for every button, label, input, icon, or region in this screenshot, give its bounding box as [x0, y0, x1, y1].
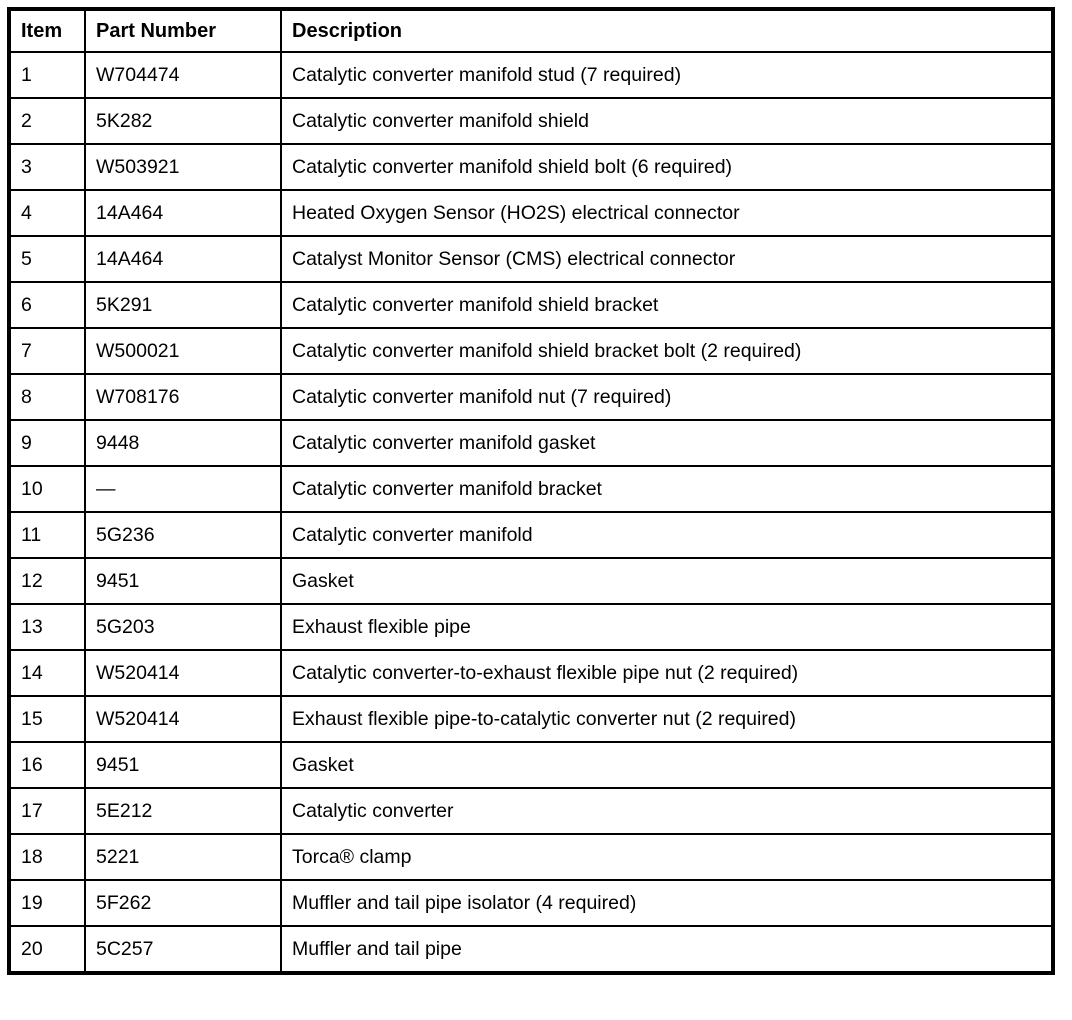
part-number-cell: W704474 [85, 52, 281, 98]
item-cell: 2 [9, 98, 85, 144]
item-cell: 8 [9, 374, 85, 420]
table-row [9, 144, 1053, 190]
table-row [9, 880, 1053, 926]
description-cell: Catalytic converter manifold stud (7 required) [281, 52, 1053, 98]
part-number-cell: W708176 [85, 374, 281, 420]
item-cell: 4 [9, 190, 85, 236]
description-cell: Muffler and tail pipe [281, 926, 1053, 973]
part-number-cell: 14A464 [85, 190, 281, 236]
description-cell: Catalytic converter manifold gasket [281, 420, 1053, 466]
item-cell: 14 [9, 650, 85, 696]
description-cell: Catalyst Monitor Sensor (CMS) electrical connector [281, 236, 1053, 282]
part-number-cell: 5E212 [85, 788, 281, 834]
description-cell: Torca® clamp [281, 834, 1053, 880]
table-row [9, 466, 1053, 512]
description-cell: Catalytic converter-to-exhaust flexible pipe nut (2 required) [281, 650, 1053, 696]
part-number-cell: W520414 [85, 696, 281, 742]
part-number-cell: — [85, 466, 281, 512]
description-cell: Muffler and tail pipe isolator (4 required) [281, 880, 1053, 926]
table-row [9, 52, 1053, 98]
part-number-cell: W520414 [85, 650, 281, 696]
item-cell: 19 [9, 880, 85, 926]
table-row [9, 834, 1053, 880]
header-description: Description [281, 9, 1053, 52]
table-row [9, 282, 1053, 328]
item-cell: 17 [9, 788, 85, 834]
parts-table-body [9, 52, 1053, 973]
table-row [9, 696, 1053, 742]
item-cell: 5 [9, 236, 85, 282]
table-row [9, 742, 1053, 788]
description-cell: Catalytic converter manifold shield [281, 98, 1053, 144]
part-number-cell: 14A464 [85, 236, 281, 282]
table-header [9, 9, 1053, 52]
table-row [9, 926, 1053, 973]
item-cell: 3 [9, 144, 85, 190]
table-row [9, 512, 1053, 558]
description-cell: Catalytic converter manifold shield bolt (6 required) [281, 144, 1053, 190]
table-row [9, 420, 1053, 466]
description-cell: Catalytic converter manifold shield bracket [281, 282, 1053, 328]
table-row [9, 604, 1053, 650]
item-cell: 6 [9, 282, 85, 328]
description-cell: Catalytic converter [281, 788, 1053, 834]
part-number-cell: W500021 [85, 328, 281, 374]
description-cell: Catalytic converter manifold shield bracket bolt (2 required) [281, 328, 1053, 374]
part-number-cell: 5K291 [85, 282, 281, 328]
table-row [9, 650, 1053, 696]
part-number-cell: 9451 [85, 742, 281, 788]
part-number-cell: 5G203 [85, 604, 281, 650]
part-number-cell: W503921 [85, 144, 281, 190]
part-number-cell: 5221 [85, 834, 281, 880]
table-row [9, 98, 1053, 144]
table-row [9, 788, 1053, 834]
description-cell: Exhaust flexible pipe [281, 604, 1053, 650]
item-cell: 13 [9, 604, 85, 650]
item-cell: 15 [9, 696, 85, 742]
table-row [9, 374, 1053, 420]
parts-list-table [7, 7, 1055, 975]
table-row [9, 558, 1053, 604]
description-cell: Heated Oxygen Sensor (HO2S) electrical connector [281, 190, 1053, 236]
description-cell: Catalytic converter manifold [281, 512, 1053, 558]
item-cell: 7 [9, 328, 85, 374]
part-number-cell: 5K282 [85, 98, 281, 144]
description-cell: Exhaust flexible pipe-to-catalytic converter nut (2 required) [281, 696, 1053, 742]
header-part-number: Part Number [85, 9, 281, 52]
item-cell: 9 [9, 420, 85, 466]
header-item: Item [9, 9, 85, 52]
header-row [9, 9, 1053, 52]
description-cell: Catalytic converter manifold nut (7 required) [281, 374, 1053, 420]
description-cell: Catalytic converter manifold bracket [281, 466, 1053, 512]
part-number-cell: 9451 [85, 558, 281, 604]
item-cell: 16 [9, 742, 85, 788]
part-number-cell: 9448 [85, 420, 281, 466]
part-number-cell: 5C257 [85, 926, 281, 973]
description-cell: Gasket [281, 558, 1053, 604]
description-cell: Gasket [281, 742, 1053, 788]
item-cell: 12 [9, 558, 85, 604]
part-number-cell: 5G236 [85, 512, 281, 558]
table-row [9, 236, 1053, 282]
item-cell: 10 [9, 466, 85, 512]
table-row [9, 328, 1053, 374]
item-cell: 18 [9, 834, 85, 880]
item-cell: 11 [9, 512, 85, 558]
item-cell: 20 [9, 926, 85, 973]
part-number-cell: 5F262 [85, 880, 281, 926]
table-row [9, 190, 1053, 236]
item-cell: 1 [9, 52, 85, 98]
